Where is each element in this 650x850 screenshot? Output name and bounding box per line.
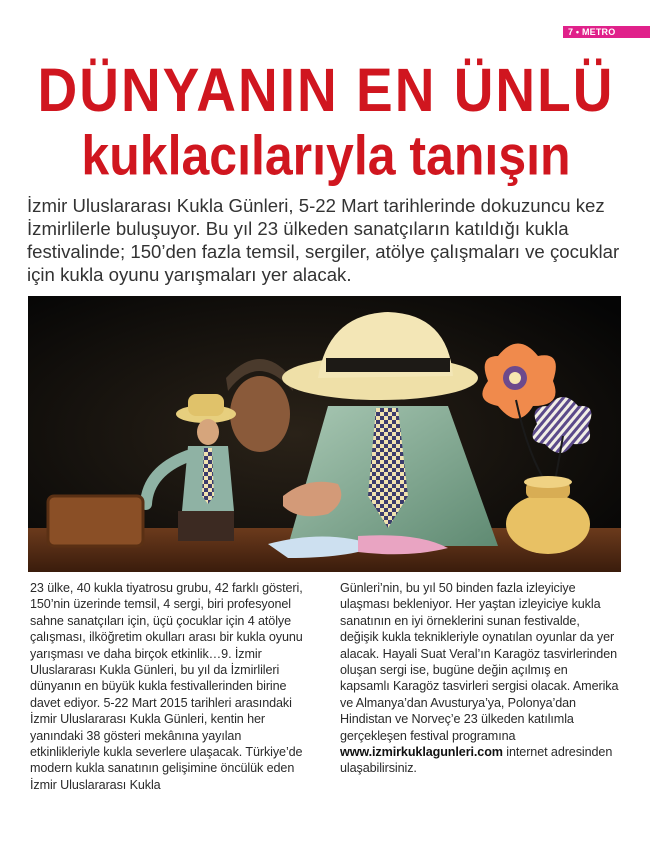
headline-line-1: DÜNYANIN EN ÜNLÜ <box>37 55 615 125</box>
body-column-right <box>340 580 620 777</box>
url-suffix-text: internet adresinden ulaşabilirsiniz. <box>340 745 613 776</box>
festival-website-link[interactable]: www.izmirkuklagunleri.com <box>340 745 503 760</box>
lead-paragraph: İzmir Uluslararası Kukla Günleri, 5-22 Mart tarihlerinde dokuzuncu kez İzmirlilerle buluşuyor. Bu yıl 23 ülkeden sanatçıların katıldığı kukla festivalinde; 150’den fazla temsil, sergiler, atölye çalışmaları ve çocuklar için kukla oyunu yarışmaları yer alacak. <box>27 195 620 285</box>
headline-line-2: kuklacılarıyla tanışın <box>81 124 571 187</box>
puppet-scene-illustration <box>28 296 621 572</box>
body-right-text: Günleri’nin, bu yıl 50 binden fazla izleyiciye ulaşması bekleniyor. Her yaştan izleyiciye kukla sanatının en iyi örneklerini sunan festivalde, değişik kukla teknikleriyle oynatılan oyunlar da yer alacak. Hayali Suat Veral’ın Karagöz tasvirlerinden oluşan sergi ise, bugüne değin açılmış en kapsamlı Karagöz tasvirleri sergisi olacak. Amerika ve Almanya’dan Avusturya’ya, Polonya’dan Hindistan ve Norveç’e 23 ülkeden katılımla gerçekleşen festival programına <box>340 581 619 743</box>
body-column-left: 23 ülke, 40 kukla tiyatrosu grubu, 42 farklı gösteri, 150’nin üzerinde temsil, 4 sergi, biri profesyonel sahne sanatçıları için, üçü çocuklar için 4 atölye çalışması, ilköğretim okulları arası bir kukla oyunu yarışması ve daha birçok etkinlik…9. İzmir Uluslararası Kukla Günleri, bu yıl da İzmirlileri dünyanın en büyük kukla festivallerinden birine davet ediyor. 5-22 Mart 2015 tarihleri arasındaki İzmir Uluslararası Kukla Günleri, kentin her yanındaki 38 gösteri mekânına yayılan etkinlikleriyle kukla severlere ulaşacak. Türkiye’de modern kukla sanatının gelişimine öncülük eden İzmir Uluslararası Kukla <box>30 581 303 792</box>
page-section-tag: 7 • METRO <box>563 26 650 38</box>
puppeteer-photo <box>28 296 621 572</box>
